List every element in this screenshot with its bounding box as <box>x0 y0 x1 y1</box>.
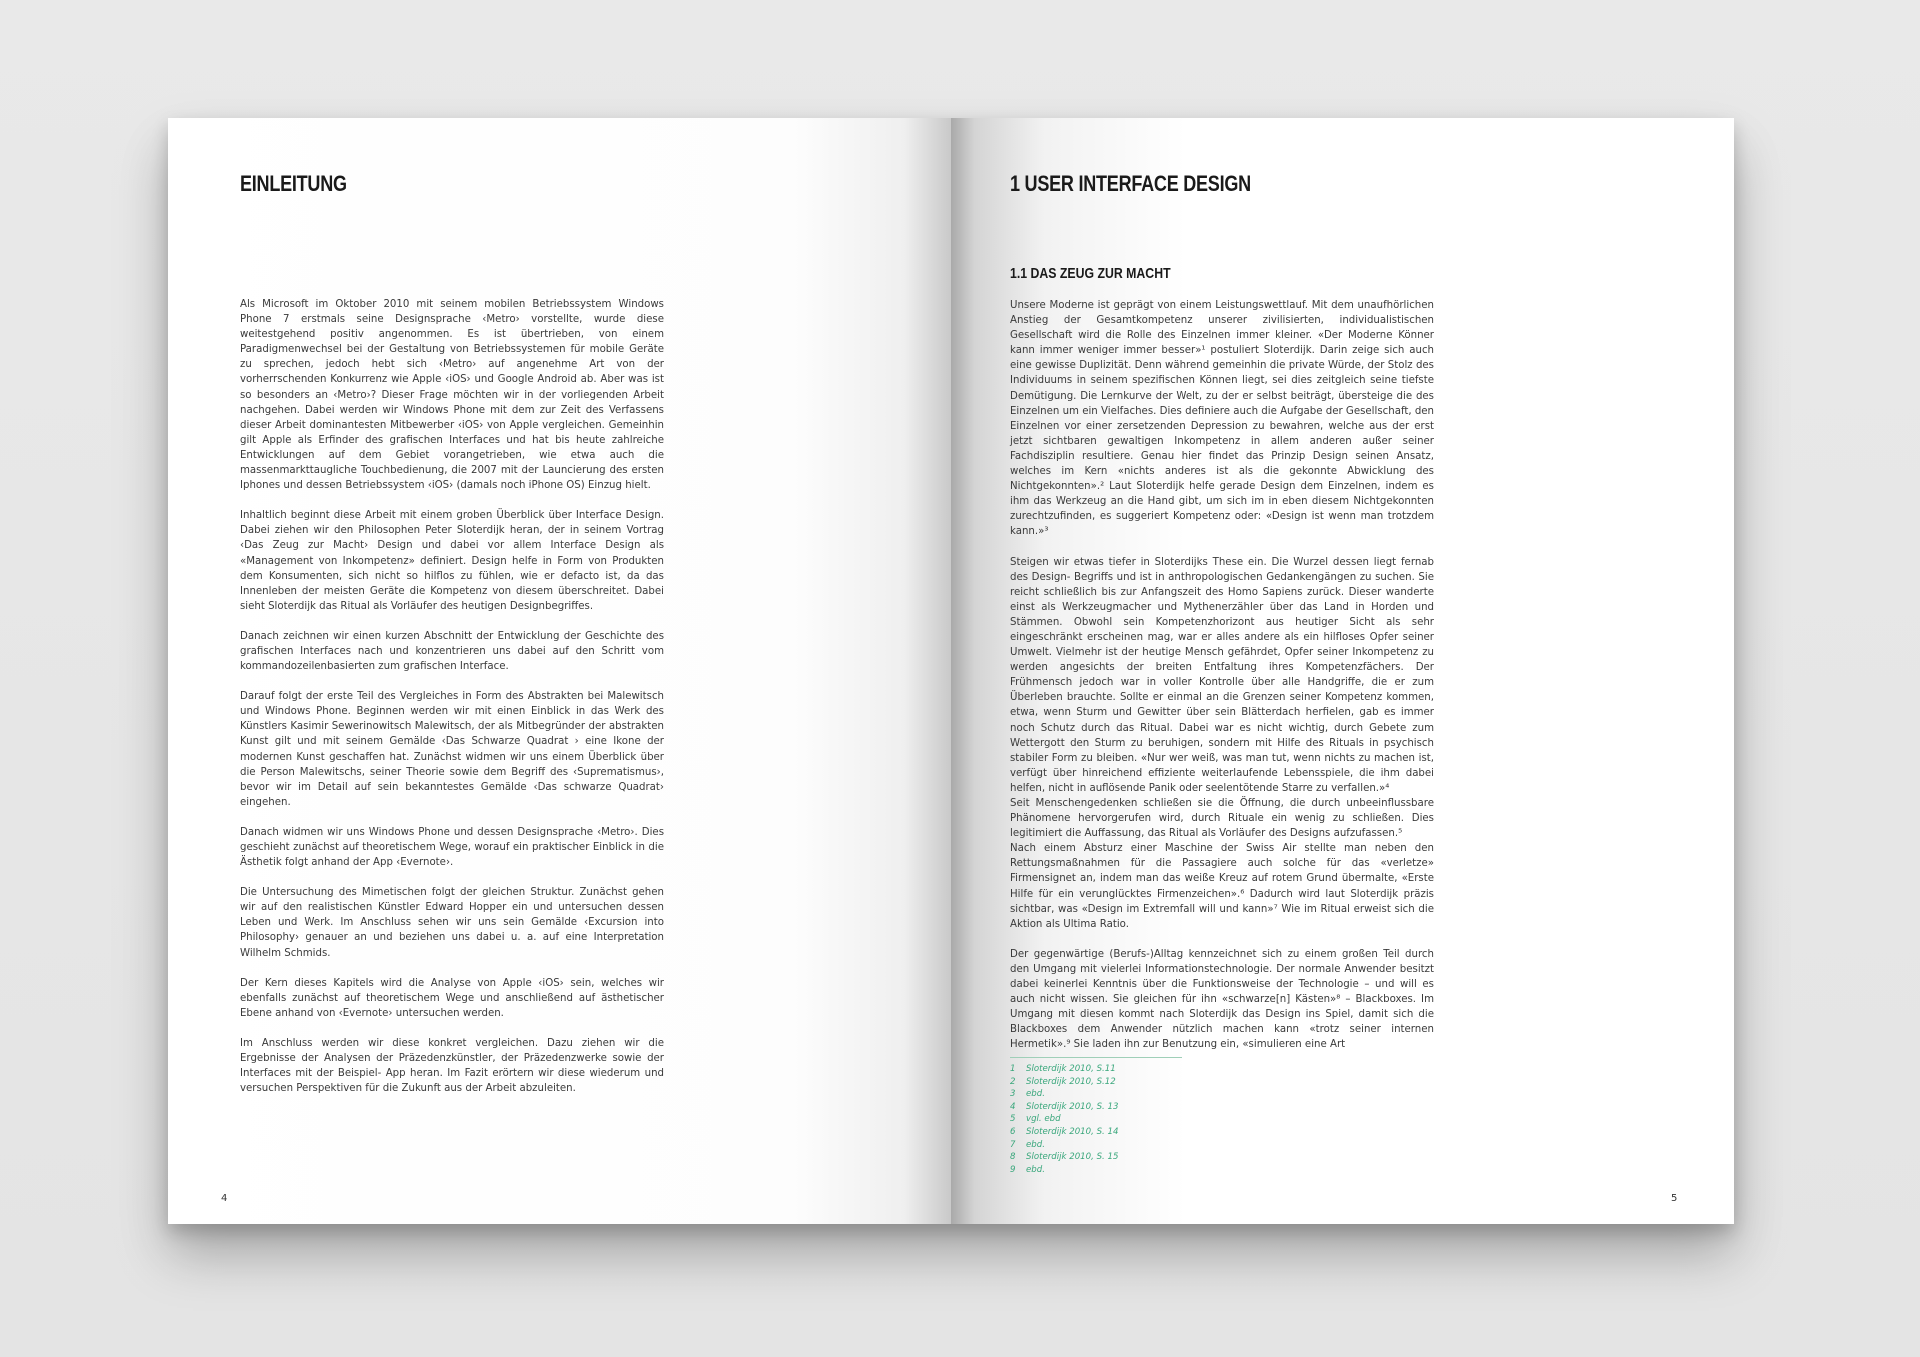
footnote-number: 1 <box>1010 1064 1016 1074</box>
footnote-number: 2 <box>1010 1076 1016 1087</box>
footnote-text: Sloterdijk 2010, S.11 <box>1026 1064 1116 1074</box>
paragraph: Darauf folgt der erste Teil des Vergleiches in Form des Abstrakten bei Malewitsch und Windows Phone. Beginnen werden wir mit einen Einblick in das Werk des Künstlers Kasimir Sewerinowitsch Malewitsch, der als Mitbegründer der abstrakten Kunst gilt und mit seinem Gemälde ‹Das Schwarze Quadrat › eine Ikone der modernen Kunst geschaffen hat. Zunächst widmen wir uns einem Überblick über die Person Malewitschs, seiner Theorie sowie dem Begriff des ‹Suprematismus›, bevor wir im Detail auf sein bekanntestes Gemälde ‹Das schwarze Quadrat› eingehen. <box>240 691 664 808</box>
footnote <box>1010 1076 1118 1089</box>
footnotes <box>1010 1063 1118 1176</box>
left-page-heading: EINLEITUNG <box>240 171 347 196</box>
footnote-text: ebd. <box>1026 1139 1045 1150</box>
footnote-text: Sloterdijk 2010, S. 13 <box>1026 1101 1119 1112</box>
footnote-text: Sloterdijk 2010, S.12 <box>1026 1076 1116 1087</box>
right-page-heading: 1 USER INTERFACE DESIGN <box>1010 171 1251 196</box>
footnote-text: ebd. <box>1026 1089 1045 1100</box>
footnote-text: Sloterdijk 2010, S. 14 <box>1026 1126 1119 1137</box>
footnote-text: vgl. ebd <box>1026 1114 1061 1125</box>
footnote <box>1010 1088 1118 1101</box>
footnote <box>1010 1126 1118 1139</box>
footnote-rule <box>1010 1057 1182 1058</box>
right-page-number: 5 <box>1671 1193 1678 1204</box>
footnote <box>1010 1139 1118 1152</box>
paragraph: Die Untersuchung des Mimetischen folgt der gleichen Struktur. Zunächst gehen wir auf den realistischen Künstler Edward Hopper ein und untersuchen dessen Leben und Werk. Im Anschluss sehen wir uns sein Gemälde ‹Excursion into Philosophy› genauer an und beziehen uns dabei u. a. auf eine Interpretation Wilhelm Schmids. <box>240 887 664 959</box>
paragraph: Steigen wir etwas tiefer in Sloterdijks These ein. Die Wurzel dessen liegt fernab des Design- Begriffs und ist in anthropologischen Gedankengängen zu suchen. Sie reicht schließlich bis zur Anfangszeit des Homo Sapiens zurück. Dieser wanderte einst als Werkzeugmacher und Mythenerzähler über das Land in Horden und Stämmen. Obwohl sein Kompetenzhorizont aus heutiger Sicht als sehr eingeschränkt erscheinen mag, war er alles andere als ein hilfloses Opfer seiner Umwelt. Vielmehr ist der heutige Mensch gefährdet, Opfer seiner Inkompetenz zu werden angesichts der breiten Entfaltung ihres Kompetenzfächers. Der Frühmensch jedoch war in voller Kontrolle über alle Handgriffe, die er zum Überleben brauchte. Sollte er einmal an die Grenzen seiner Kompetenz kommen, etwa, wenn Sturm und Gewitter über sein Blätterdach herfielen, gab es immer noch Schutz durch das Ritual. Dabei war es nicht wichtig, durch Gebete zum Wettergott den Sturm zu beruhigen, sondern mit Hilfe des Rituals in psychisch stabiler Form zu bleiben. «Nur wer weiß, was man tut, wenn nichts zu machen ist, verfügt über hinreichend effiziente weiterlaufende Lebensspiele, die ihm dabei helfen, nicht in auflösende Panik oder seelentötende Starre zu verfallen.»⁴ Seit Menschengedenken schließen sie die Öffnung, die durch unbeeinflussbare Phänomene hervorgerufen wird, durch Rituale ein wenig zu schließen. Dies legitimiert die Auffassung, das Ritual als Vorläufer des Designs aufzufassen.⁵ Nach einem Absturz einer Maschine der Swiss Air stellte man neben den Rettungsmaßnahmen für die Passagiere auch solche für das «verletze» Firmensignet an, indem man das weiße Kreuz auf rotem Grund übermalte, «Erste Hilfe für ein verunglücktes Firmenzeichen».⁶ Dadurch wird laut Sloterdijk präzis sichtbar, was «Design im Extremfall will und kann»⁷ Wie im Ritual erweist sich die Aktion als Ultima Ratio. <box>1010 556 1434 930</box>
footnote-number: 9 <box>1010 1164 1016 1175</box>
paragraph: Der gegenwärtige (Berufs-)Alltag kennzeichnet sich zu einem großen Teil durch den Umgang mit vielerlei Informationstechnologie. Der normale Anwender besitzt dabei keinerlei Kenntnis über die Funktionsweise der Technologie – und will es auch nicht wissen. Sie gleichen für ihn «schwarze[n] Kästen»⁸ – Blackboxes. Im Umgang mit diesen kommt nach Sloterdijk das Design ins Spiel, damit sich die Blackboxes dem Anwender nützlich machen kann «trotz seiner internen Hermetik».⁹ Sie laden ihn zur Benutzung ein, «simulieren eine Art <box>1010 948 1434 1051</box>
right-page-subheading: 1.1 DAS ZEUG ZUR MACHT <box>1010 265 1171 282</box>
paragraph: Unsere Moderne ist geprägt von einem Leistungswettlauf. Mit dem unaufhörlichen Anstieg der Gesamtkompetenz unserer zivilisierten, individualistischen Gesellschaft wird die Rolle des Einzelnen immer kleiner. «Der Moderne Könner kann immer weniger immer besser»¹ postuliert Sloterdijk. Darin zeige sich auch eine gewisse Duplizität. Denn während gemeinhin die private Würde, der Stolz des Individuums in seinem spezifischen Können liegt, sei dies zeitgleich seine tiefste Demütigung. Die Lernkurve der Welt, zu der er selbst beiträgt, übersteige die des Einzelnen um ein Vielfaches. Dies definiere auch die Aufgabe der Gesellschaft, den Einzelnen vor einer zersetzenden Depression zu bewahren, welche aus der erst jetzt sichtbaren gewaltigen Inkompetenz in allem anderen außer seiner Fachdisziplin resultiere. Genau hier findet das Prinzip Design seinen Ansatz, welches im Kern «nichts anderes ist als die gekonnte Abwicklung des Nichtgekonnten».² Laut Sloterdijk helfe gerade Design dem Einzelnen, indem es ihm das Werkzeug an die Hand gibt, um sich im in eben diesem Nichtgekonnten zurechtzufinden, es suggeriert Kompetenz oder: «Design ist wenn man trotzdem kann.»³ <box>1010 300 1435 538</box>
footnote-text: ebd. <box>1026 1164 1045 1175</box>
footnote <box>1010 1113 1118 1126</box>
footnote-number: 7 <box>1010 1139 1016 1150</box>
left-page-body <box>240 297 664 1111</box>
footnote-number: 4 <box>1010 1101 1016 1112</box>
paragraph: Inhaltlich beginnt diese Arbeit mit einem groben Überblick über Interface Design. Dabei ziehen wir den Philosophen Peter Sloterdijk heran, der in seinem Vortrag ‹Das Zeug zur Macht› Design und dabei vor allem Interface Design als «Management von Inkompetenz» definiert. Design helfe in Form von Produkten dem Konsumenten, sich nicht so hilflos zu fühlen, wie er defacto ist, da das Innenleben der meisten Geräte die Kompetenz von diesem überschreitet. Dabei sieht Sloterdijk das Ritual als Vorläufer des heutigen Designbegriffes. <box>240 510 664 612</box>
footnote <box>1010 1151 1118 1164</box>
footnote-number: 6 <box>1010 1126 1016 1137</box>
paragraph: Der Kern dieses Kapitels wird die Analyse von Apple ‹iOS› sein, welches wir ebenfalls zunächst auf theoretischem Wege und anschließend auf ästhetischer Ebene anhand von ‹Evernote› untersuchen werden. <box>240 977 664 1019</box>
paragraph: Danach widmen wir uns Windows Phone und dessen Designsprache ‹Metro›. Dies geschieht zunächst auf theoretischem Wege, worauf ein praktischer Einblick in die Ästhetik folgt anhand der App ‹Evernote›. <box>240 826 664 869</box>
paragraph: Als Microsoft im Oktober 2010 mit seinem mobilen Betriebssystem Windows Phone 7 erstmals seine Designsprache ‹Metro› vorstellte, wurde diese weitestgehend positiv angenommen. Es ist übertrieben, von einem Paradigmenwechsel bei der Gestaltung von Betriebssystemen für mobile Geräte zu sprechen, jedoch hebt sich ‹Metro› auf angenehme Art von der vorherrschenden Konkurrenz wie Apple ‹iOS› und Google Android ab. Aber was ist so besonders an ‹Metro›? Dieser Frage möchten wir in der vorliegenden Arbeit nachgehen. Dabei werden wir Windows Phone mit dem zur Zeit des Verfassens dieser Arbeit dominantesten Mitbewerber ‹iOS› von Apple vergleichen. Gemeinhin gilt Apple als Erfinder des grafischen Interfaces und hat bis heute zahlreiche Entwicklungen auf dem Gebiet vorangetrieben, wie etwa auch die massenmarkttaugliche Touchbedienung, die 2007 mit der Launcierung des ersten Iphones und dessen Betriebssystem ‹iOS› (damals noch iPhone OS) Einzug hielt. <box>240 299 664 492</box>
footnote <box>1010 1164 1118 1177</box>
paragraph: Danach zeichnen wir einen kurzen Abschnitt der Entwicklung der Geschichte des grafischen Interfaces nach und konzentrieren uns dabei auf den Schritt vom kommandozeilenbasierten zum grafischen Interface. <box>240 630 664 673</box>
footnote <box>1010 1063 1118 1076</box>
footnote-text: Sloterdijk 2010, S. 15 <box>1026 1152 1119 1163</box>
footnote-number: 3 <box>1010 1089 1016 1100</box>
footnote-number: 8 <box>1010 1152 1016 1163</box>
left-page-number: 4 <box>221 1193 228 1204</box>
footnote-number: 5 <box>1010 1114 1016 1125</box>
right-page-body <box>1010 298 1434 1068</box>
paragraph: Im Anschluss werden wir diese konkret vergleichen. Dazu ziehen wir die Ergebnisse der Analysen der Präzedenzkünstler, der Präzedenzwerke sowie der Interfaces mit der Beispiel- App heran. Im Fazit erörtern wir diese wiederum und versuchen Perspektiven für die Zukunft aus der Arbeit abzuleiten. <box>240 1037 664 1095</box>
footnote <box>1010 1101 1118 1114</box>
